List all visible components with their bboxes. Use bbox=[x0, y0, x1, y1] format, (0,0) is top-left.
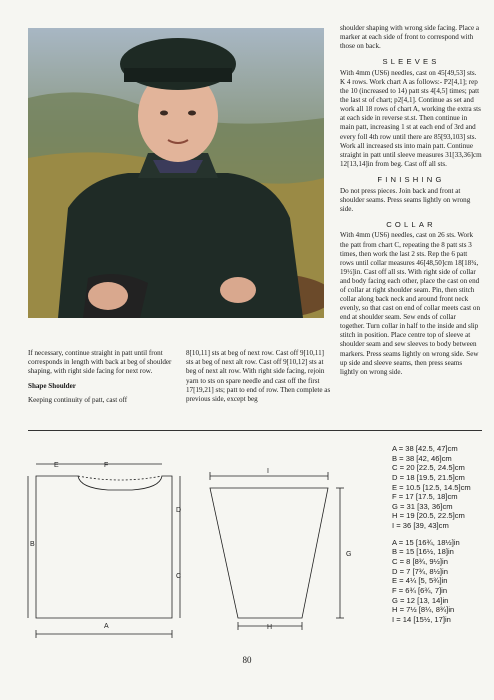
body-outline bbox=[36, 476, 172, 618]
measurement-in-f: F = 6¾ [6¾, 7]in bbox=[392, 585, 448, 595]
label-g: G bbox=[346, 551, 352, 558]
measurement-cm-h: H = 19 [20.5, 22.5]cm bbox=[392, 511, 465, 521]
collar-instructions: With 4mm (US6) needles, cast on 26 sts. Work the patt from chart C, repeating the 8 patt sts 3 times, then work the last 2 sts. Rep the 6 patt rows until collar measures 46[48,50]cm 18[18¾, 19½]in. Cast off all sts. With right side of collar and body facing each other, place the cast on end of collar at right shoulder seam. Pin, then stitch collar along back neck and around front neck evenly, so that cast on end of collar meets cast on end at shoulder seam. Sew ends of collar together. Turn collar in half to the inside and slip stitch in position. Place centre top of sleeve at shoulder seam and sew sleeves to body between markers. Press seams lightly on wrong side. Sew up side and sleeve seams, then press seams lightly on wrong side. bbox=[340, 231, 480, 376]
label-a: A bbox=[104, 623, 109, 630]
measurements-list bbox=[392, 444, 488, 625]
measurement-cm-c: C = 20 [22.5, 24.5]cm bbox=[392, 463, 465, 473]
body-schematic bbox=[28, 464, 180, 638]
measurement-cm-d: D = 18 [19.5, 21.5]cm bbox=[392, 472, 465, 482]
sleeve-outline bbox=[210, 488, 328, 618]
section-divider bbox=[28, 430, 482, 431]
sleeve-schematic bbox=[210, 472, 344, 630]
measurement-cm-f: F = 17 [17.5, 18]cm bbox=[392, 492, 458, 502]
measurement-in-a: A = 15 [16¾, 18½]in bbox=[392, 537, 460, 547]
shape-shoulder-text: Keeping continuity of patt, cast off bbox=[28, 395, 128, 404]
measurement-in-g: G = 12 [13, 14]in bbox=[392, 595, 449, 605]
measurement-cm-g: G = 31 [33, 36]cm bbox=[392, 501, 453, 511]
measurement-cm-b: B = 38 [42, 46]cm bbox=[392, 453, 452, 463]
measurement-in-h: H = 7½ [8¼, 8¾]in bbox=[392, 605, 455, 615]
finishing-instructions: Do not press pieces. Join back and front at shoulder seams. Press seams lightly on wrong side. bbox=[340, 186, 471, 213]
photo-boy-in-sweater bbox=[28, 28, 324, 318]
lower-middle-column bbox=[186, 349, 332, 409]
garment-schematic bbox=[20, 448, 388, 638]
label-f: F bbox=[104, 462, 109, 469]
label-c: C bbox=[176, 573, 182, 580]
measurement-in-i: I = 14 [15½, 17]in bbox=[392, 614, 451, 624]
photo-illustration bbox=[28, 28, 324, 318]
measurement-in-b: B = 15 [16½, 18]in bbox=[392, 547, 454, 557]
measurement-cm-i: I = 36 [39, 43]cm bbox=[392, 521, 449, 531]
intro-paragraph: shoulder shaping with wrong side facing. Place a marker at each side of front to correspond with those on back. bbox=[340, 24, 480, 51]
sleeves-heading: SLEEVES bbox=[382, 57, 440, 67]
measurement-in-e: E = 4¼ [5, 5¾]in bbox=[392, 576, 448, 586]
front-continue-paragraph: If necessary, continue straight in patt until front corresponds in length with back at beg of shoulder shaping, with right side facing for next row. bbox=[28, 349, 172, 376]
finishing-heading: FINISHING bbox=[377, 174, 445, 184]
back-neck-line bbox=[78, 476, 162, 480]
measurement-cm-a: A = 38 [42.5, 47]cm bbox=[392, 444, 458, 453]
label-b: B bbox=[30, 541, 35, 548]
sleeves-instructions: With 4mm (US6) needles, cast on 45[49,53] sts. K 4 rows. Work chart A as follows:- P2[4,1]; rep the 10 (increased to 14) patt sts 4[4,5] times; patt the last st of chart; p2[4,1]. Continue as set and work all 18 rows of chart A, working the extra sts at each side in reverse st.st. Then continue in main patt, increasing 1 st at each end of 3rd and every foll 4th row until there are 85[93,103] sts. Work all increased sts into main patt. Continue straight in patt until sleeve measures 31[33,36]cm 12[13,14]in from beg. Cast off all sts. bbox=[340, 68, 482, 168]
label-d: D bbox=[176, 507, 182, 514]
lower-left-column bbox=[28, 349, 172, 410]
label-e: E bbox=[54, 462, 59, 469]
right-text-column bbox=[340, 24, 482, 380]
label-h: H bbox=[267, 624, 273, 631]
shoulder-cast-off-text: 8[10,11] sts at beg of next row. Cast off 9[10,11] sts at beg of next alt row. Cast off 9[10,12] sts at beg of next alt row. With right side facing, rejoin yarn to sts on spare needle and cast off the first 17[19,21] sts; patt to end of row. Then complete as previous side, except beg bbox=[186, 349, 331, 404]
measurement-in-c: C = 8 [8¾, 9½]in bbox=[392, 557, 448, 567]
measurement-cm-e: E = 10.5 [12.5, 14.5]cm bbox=[392, 482, 471, 492]
page-number: 80 bbox=[242, 655, 252, 665]
label-i: I bbox=[267, 468, 269, 475]
measurement-in-d: D = 7 [7¾, 8½]in bbox=[392, 566, 448, 576]
shape-shoulder-heading: Shape Shoulder bbox=[28, 381, 76, 390]
collar-heading: COLLAR bbox=[386, 219, 436, 229]
